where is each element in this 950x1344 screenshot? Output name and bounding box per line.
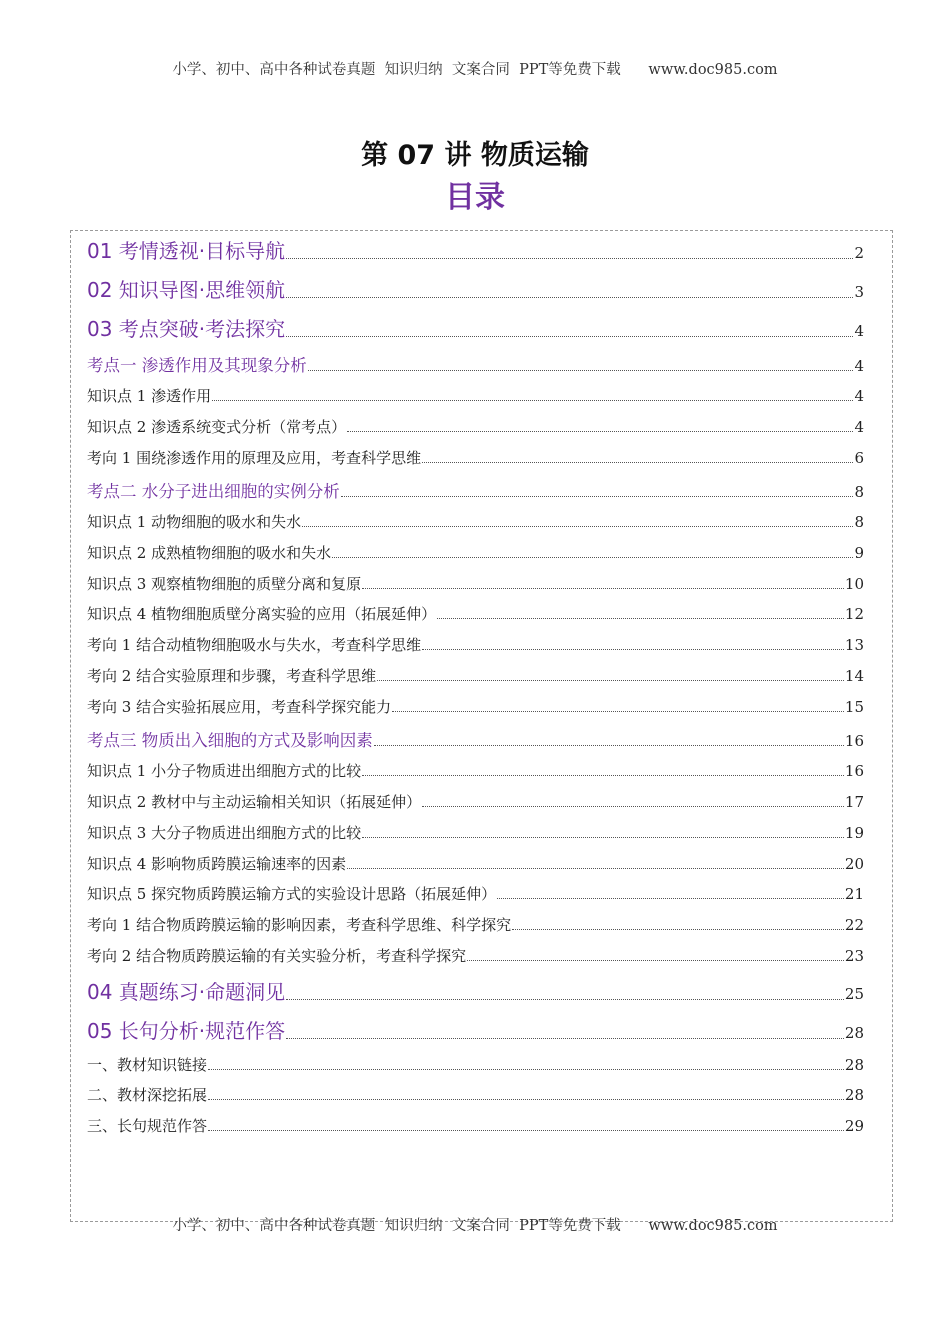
toc-entry-label: 二、教材深挖拓展 [87, 1086, 208, 1104]
dot-leader [341, 495, 854, 497]
dot-leader [286, 1037, 844, 1039]
dot-leader [286, 335, 853, 337]
dot-leader [212, 399, 853, 401]
toc-entry[interactable] [87, 791, 864, 812]
toc-entry-page: 4 [854, 418, 864, 436]
dot-leader [286, 296, 853, 298]
dot-leader [362, 836, 844, 838]
toc-entry-page: 28 [844, 1056, 864, 1074]
toc-entry[interactable] [87, 313, 864, 342]
toc-entry-page: 28 [844, 1024, 864, 1042]
toc-entry-label: 考点一 渗透作用及其现象分析 [87, 356, 307, 375]
toc-entry[interactable] [87, 760, 864, 781]
toc-entry-page: 10 [844, 575, 864, 593]
toc-entry-label: 05 长句分析·规范作答 [87, 1019, 286, 1043]
toc-entry-label: 考向 2 结合实验原理和步骤，考查科学思维 [87, 667, 377, 685]
toc-entry-page: 3 [854, 283, 864, 301]
toc-entry-page: 4 [854, 357, 864, 375]
toc-entry-page: 8 [854, 483, 864, 501]
toc-entry-page: 19 [844, 824, 864, 842]
toc-entry-label: 考向 1 结合物质跨膜运输的影响因素，考查科学思维、科学探究 [87, 916, 512, 934]
toc-entry[interactable] [87, 511, 864, 532]
toc-entry[interactable] [87, 696, 864, 717]
toc-entry-label: 知识点 2 渗透系统变式分析（常考点） [87, 418, 347, 436]
toc-entry-label: 考向 2 结合物质跨膜运输的有关实验分析，考查科学探究 [87, 947, 467, 965]
toc-entry[interactable] [87, 385, 864, 406]
toc-entry-label: 考向 1 围绕渗透作用的原理及应用，考查科学思维 [87, 449, 422, 467]
dot-leader [362, 774, 844, 776]
dot-leader [422, 461, 853, 463]
toc-entry-page: 28 [844, 1086, 864, 1104]
toc-entry-label: 04 真题练习·命题洞见 [87, 980, 286, 1004]
dot-leader [362, 587, 844, 589]
toc-entry-label: 知识点 3 观察植物细胞的质壁分离和复原 [87, 575, 362, 593]
toc-entry[interactable] [87, 914, 864, 935]
toc-entry-page: 8 [854, 513, 864, 531]
toc-entry-page: 16 [844, 762, 864, 780]
dot-leader [308, 369, 854, 371]
toc-entry-page: 21 [844, 885, 864, 903]
toc-entry[interactable] [87, 727, 864, 751]
toc-heading: 目录 [445, 180, 505, 215]
dot-leader [286, 257, 853, 259]
toc-entry-page: 4 [854, 387, 864, 405]
toc-entry-label: 知识点 4 影响物质跨膜运输速率的因素 [87, 855, 347, 873]
toc-entry-label: 知识点 2 教材中与主动运输相关知识（拓展延伸） [87, 793, 422, 811]
toc-entry-page: 25 [844, 985, 864, 1003]
toc-entry-page: 29 [844, 1117, 864, 1135]
toc-entry-page: 4 [854, 322, 864, 340]
toc-entry[interactable] [87, 603, 864, 624]
toc-entry[interactable] [87, 235, 864, 264]
toc-entry[interactable] [87, 447, 864, 468]
toc-entry-label: 知识点 1 渗透作用 [87, 387, 212, 405]
toc-entry-label: 知识点 1 小分子物质进出细胞方式的比较 [87, 762, 362, 780]
dot-leader [512, 928, 844, 930]
toc-entry-page: 9 [854, 544, 864, 562]
toc-entry-label: 知识点 2 成熟植物细胞的吸水和失水 [87, 544, 332, 562]
toc-entry-label: 02 知识导图·思维领航 [87, 278, 286, 302]
toc-entry-page: 22 [844, 916, 864, 934]
dot-leader [302, 525, 853, 527]
page-footer: 小学、初中、高中各种试卷真题 知识归纳 文案合同 PPT等免费下载 www.doc985.com [172, 1218, 778, 1234]
dot-leader [347, 867, 844, 869]
toc-entry[interactable] [87, 1015, 864, 1044]
toc-entry-label: 知识点 4 植物细胞质壁分离实验的应用（拓展延伸） [87, 605, 437, 623]
toc-entry-label: 03 考点突破·考法探究 [87, 317, 286, 341]
toc-entry-label: 知识点 1 动物细胞的吸水和失水 [87, 513, 302, 531]
toc-entry-page: 2 [854, 244, 864, 262]
toc-entry-page: 15 [844, 698, 864, 716]
page-header: 小学、初中、高中各种试卷真题 知识归纳 文案合同 PPT等免费下载 www.doc985.com [172, 62, 778, 78]
toc-entry[interactable] [87, 1084, 864, 1105]
toc-entry-label: 01 考情透视·目标导航 [87, 239, 286, 263]
toc-entry-label: 一、教材知识链接 [87, 1056, 208, 1074]
toc-entry[interactable] [87, 573, 864, 594]
toc-entry[interactable] [87, 634, 864, 655]
dot-leader [392, 710, 844, 712]
toc-entry[interactable] [87, 542, 864, 563]
toc-entry-page: 16 [844, 732, 864, 750]
toc-entry-label: 考点三 物质出入细胞的方式及影响因素 [87, 731, 373, 750]
toc-entry-page: 12 [844, 605, 864, 623]
toc-entry[interactable] [87, 352, 864, 376]
toc-entry[interactable] [87, 1054, 864, 1075]
dot-leader [374, 744, 844, 746]
dot-leader [208, 1068, 844, 1070]
toc-entry[interactable] [87, 976, 864, 1005]
dot-leader [208, 1098, 844, 1100]
toc-entry-label: 考向 1 结合动植物细胞吸水与失水，考查科学思维 [87, 636, 422, 654]
dot-leader [332, 556, 853, 558]
dot-leader [437, 617, 844, 619]
toc-entry-page: 17 [844, 793, 864, 811]
toc-entry[interactable] [87, 416, 864, 437]
page-title: 第 07 讲 物质运输 [361, 140, 589, 171]
toc-entry-page: 14 [844, 667, 864, 685]
toc-entry-page: 6 [854, 449, 864, 467]
toc-entry-label: 考向 3 结合实验拓展应用，考查科学探究能力 [87, 698, 392, 716]
dot-leader [422, 648, 844, 650]
dot-leader [286, 998, 844, 1000]
toc-entry[interactable] [87, 1115, 864, 1136]
toc-entry-page: 20 [844, 855, 864, 873]
dot-leader [377, 679, 844, 681]
toc-entry[interactable] [87, 822, 864, 843]
dot-leader [208, 1129, 844, 1131]
toc-entry[interactable] [87, 883, 864, 904]
toc-entry-page: 23 [844, 947, 864, 965]
toc-entry[interactable] [87, 478, 864, 502]
toc-entry[interactable] [87, 853, 864, 874]
toc-entry[interactable] [87, 945, 864, 966]
toc-entry-label: 考点二 水分子进出细胞的实例分析 [87, 482, 340, 501]
toc-entry[interactable] [87, 665, 864, 686]
dot-leader [497, 897, 844, 899]
toc-entry-label: 知识点 5 探究物质跨膜运输方式的实验设计思路（拓展延伸） [87, 885, 497, 903]
dot-leader [467, 959, 844, 961]
dot-leader [422, 805, 844, 807]
toc-entry-page: 13 [844, 636, 864, 654]
dot-leader [347, 430, 853, 432]
toc-entry-label: 三、长句规范作答 [87, 1117, 208, 1135]
toc-entry-label: 知识点 3 大分子物质进出细胞方式的比较 [87, 824, 362, 842]
toc-entry[interactable] [87, 274, 864, 303]
